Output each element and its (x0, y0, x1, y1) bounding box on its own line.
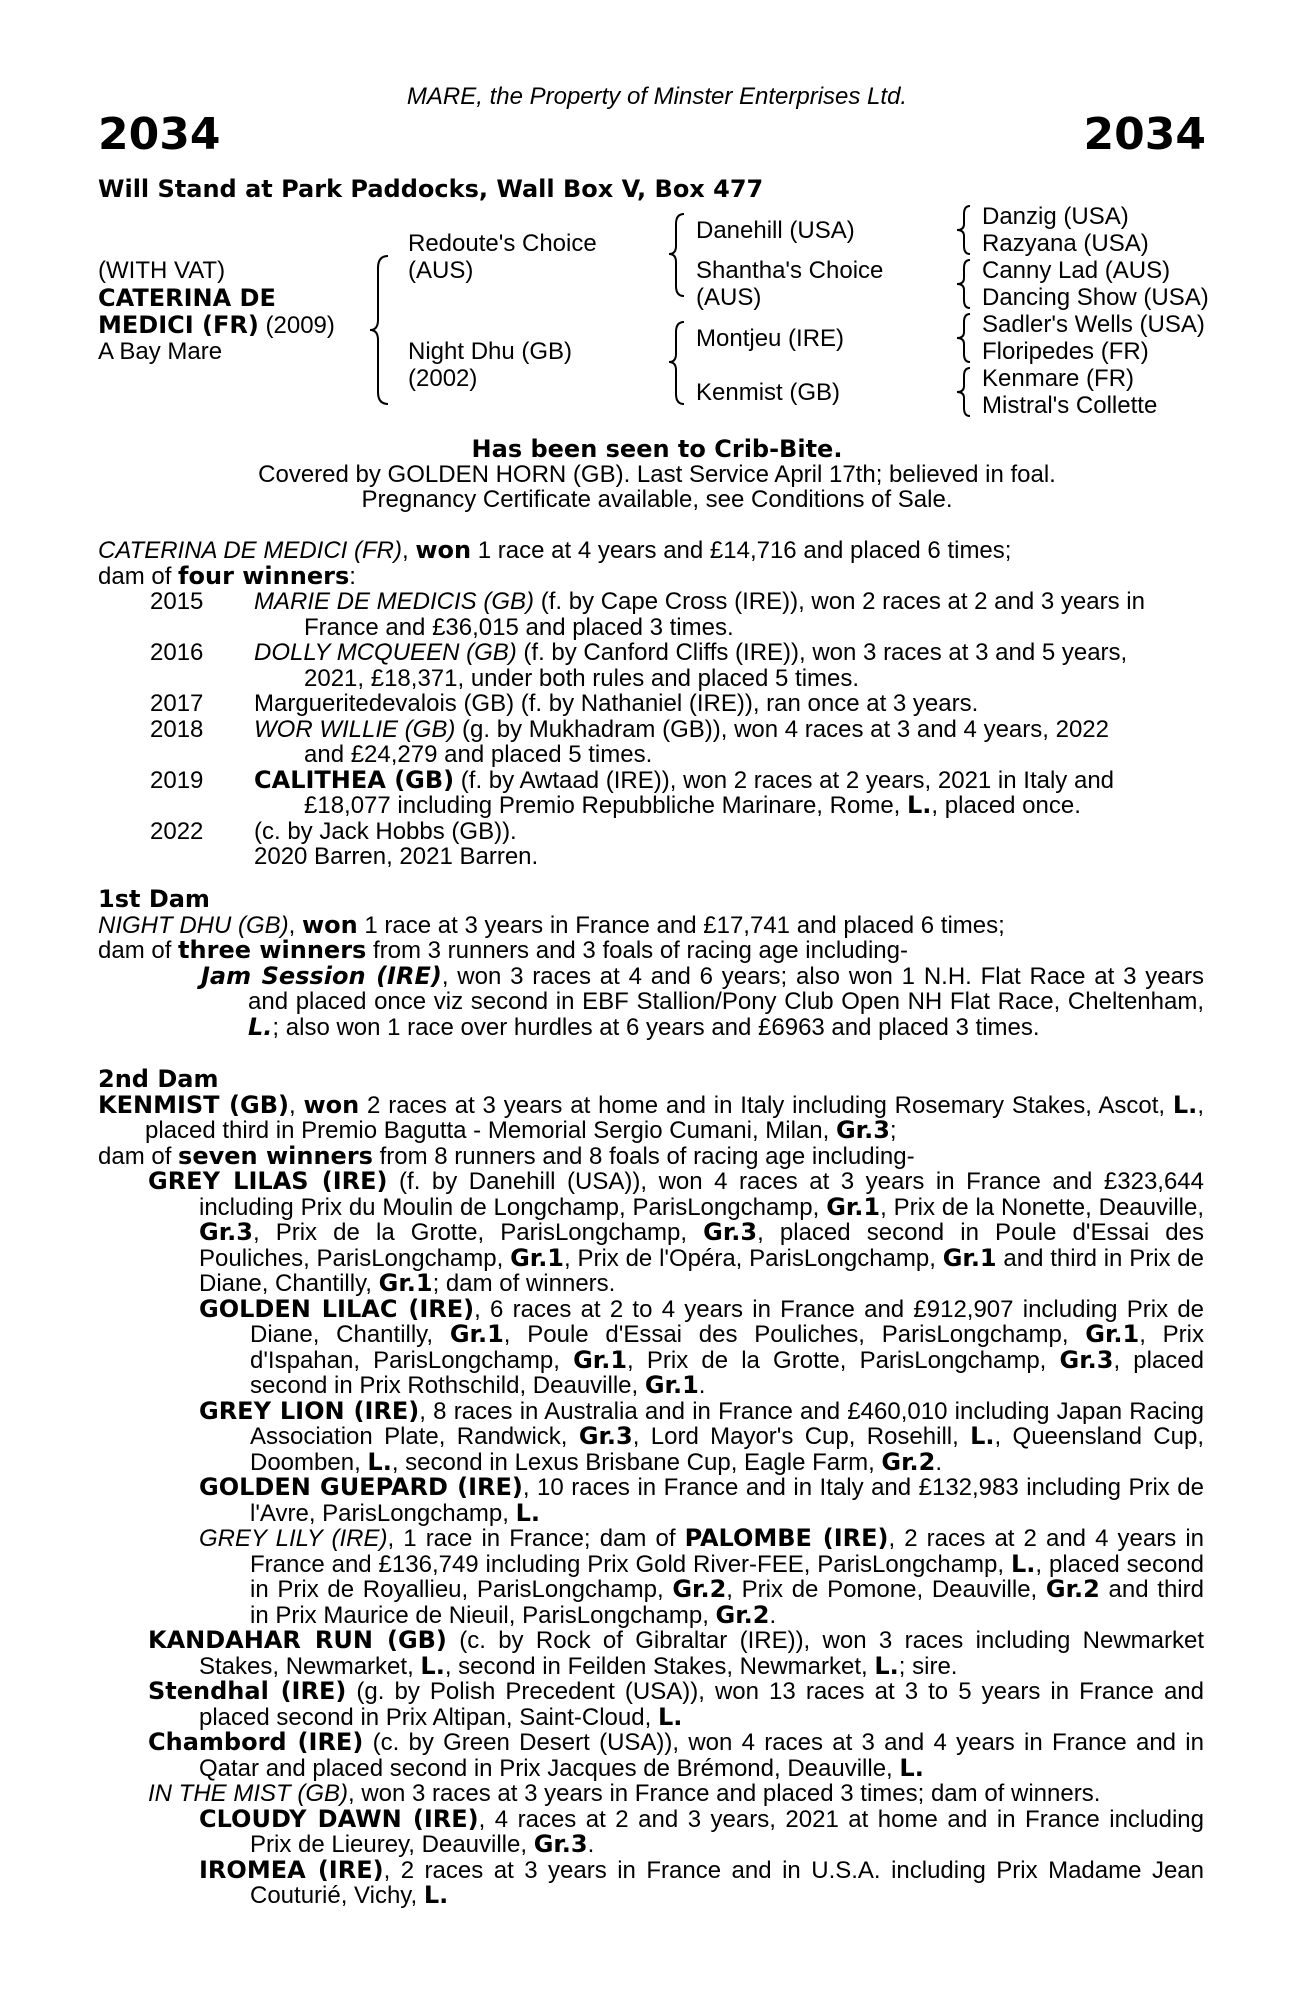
foal-row: 2017 Margueritedevalois (GB) (f. by Nathaniel (IRE)), ran once at 3 years. (150, 690, 979, 717)
brace-sire-side (666, 212, 690, 298)
produce-dam-of: dam of four winners: (98, 561, 356, 590)
pedigree-brace-main (366, 254, 396, 406)
dam-year: (2002) (408, 365, 478, 392)
first-dam-line1: NIGHT DHU (GB), won 1 race at 3 years in France and £17,741 and placed 6 times; (98, 910, 1005, 939)
second-dam-heading: 2nd Dam (98, 1065, 219, 1093)
gen4-dss: Sadler's Wells (USA) (982, 311, 1205, 338)
gen4-dds: Kenmare (FR) (982, 365, 1135, 392)
sire-dam-origin: (AUS) (696, 284, 762, 311)
second-dam-section (98, 1067, 1204, 1909)
gen4-ssd: Razyana (USA) (982, 230, 1149, 257)
chambord-entry: Chambord (IRE) (c. by Green Desert (USA)), won 4 races at 3 and 4 years in France and in Qatar and placed second in Prix Jacques de Brémond, Deauville, L. (148, 1728, 1204, 1782)
cloudy-dawn-entry: CLOUDY DAWN (IRE), 4 races at 2 and 3 years, 2021 at home and in France including Prix de Lieurey, Deauville, Gr.3. (199, 1804, 1204, 1858)
pregnancy-note: Pregnancy Certificate available, see Conditions of Sale. (361, 486, 953, 513)
covered-note: Covered by GOLDEN HORN (GB). Last Service April 17th; believed in foal. (258, 461, 1056, 488)
grey-lilas-entry: GREY LILAS (IRE) (f. by Danehill (USA)), won 4 races at 3 years in France and £323,644 including Prix du Moulin de Longchamp, ParisLongchamp, Gr.1, Prix de la Nonette, Deauville, Gr.3, Prix de la Grotte, ParisLongchamp, Gr.3, placed second in Poule d'Essai des Pouliches, ParisLongchamp, Gr.1, Prix de l'Opéra, ParisLongchamp, Gr.1 and third in Prix de Diane, Chantilly, Gr.1; dam of winners. (148, 1167, 1205, 1297)
first-dam-section (98, 887, 1204, 1040)
gen4-sdd: Dancing Show (USA) (982, 284, 1209, 311)
first-dam-heading: 1st Dam (98, 885, 210, 913)
stand-line: Will Stand at Park Paddocks, Wall Box V, Box 477 (98, 175, 764, 203)
iromea-entry: IROMEA (IRE), 2 races at 3 years in France and in U.S.A. including Prix Madame Jean Couturié, Vichy, L. (199, 1855, 1204, 1909)
dam-sire: Montjeu (IRE) (696, 325, 845, 352)
grey-lion-entry: GREY LION (IRE), 8 races in Australia and in France and £460,010 including Japan Racing Association Plate, Randwick, Gr.3, Lord Mayor's Cup, Rosehill, L., Queensland Cup, Doomben, L., second in Lexus Brisbane Cup, Eagle Farm, Gr.2. (199, 1396, 1204, 1476)
gen4-ddd: Mistral's Collette (982, 392, 1158, 419)
brace-gen4-1 (954, 204, 976, 256)
property-line: MARE, the Property of Minster Enterprises Ltd. (406, 83, 908, 110)
kandahar-run-entry: KANDAHAR RUN (GB) (c. by Rock of Gibraltar (IRE)), won 3 races including Newmarket Stakes, Newmarket, L., second in Feilden Stakes, Newmarket, L.; sire. (148, 1626, 1204, 1680)
gen4-sds: Canny Lad (AUS) (982, 257, 1171, 284)
in-the-mist-entry: IN THE MIST (GB), won 3 races at 3 years in France and placed 3 times; dam of winners. (148, 1780, 1101, 1807)
first-dam-line2: dam of three winners from 3 runners and 3 foals of racing age including- (98, 936, 908, 964)
kenmist-entry: KENMIST (GB), won 2 races at 3 years at home and in Italy including Rosemary Stakes, Ascot, L., placed third in Premio Bagutta - Memorial Sergio Cumani, Milan, Gr.3; (98, 1090, 1204, 1144)
foal-row: 2022 (c. by Jack Hobbs (GB)). (150, 817, 517, 845)
brace-dam-side (666, 320, 690, 406)
vat-note: (WITH VAT) (98, 257, 226, 284)
sire-name: Redoute's Choice (408, 230, 597, 257)
brace-gen4-2 (954, 258, 976, 310)
dam-name: Night Dhu (GB) (408, 338, 573, 365)
barren-row: 2020 Barren, 2021 Barren. (254, 843, 539, 870)
horse-description: A Bay Mare (98, 338, 223, 365)
horse-name-line2: MEDICI (FR) (2009) (98, 311, 335, 339)
golden-guepard-entry: GOLDEN GUEPARD (IRE), 10 races in France and in Italy and £132,983 including Prix de l'Avre, ParisLongchamp, L. (199, 1473, 1204, 1527)
foal-row: 2018 WOR WILLIE (GB) (g. by Mukhadram (GB)), won 4 races at 3 and 4 years, 2022 and £24,279 and placed 5 times. (150, 715, 1109, 768)
grey-lily-entry: GREY LILY (IRE), 1 race in France; dam of PALOMBE (IRE), 2 races at 2 and 4 years in France and £136,749 including Prix Gold River-FEE, ParisLongchamp, L., placed second in Prix de Royallieu, ParisLongchamp, Gr.2, Prix de Pomone, Deauville, Gr.2 and third in Prix Maurice de Nieuil, ParisLongchamp, Gr.2. (199, 1524, 1205, 1629)
stendhal-entry: Stendhal (IRE) (g. by Polish Precedent (USA)), won 13 races at 3 to 5 years in France and placed second in Prix Altipan, Saint-Cloud, L. (148, 1677, 1204, 1731)
gen4-sss: Danzig (USA) (982, 203, 1129, 230)
brace-gen4-4 (954, 366, 976, 418)
lot-number-left: 2034 (98, 109, 221, 160)
foal-row: 2019 CALITHEA (GB) (f. by Awtaad (IRE)), won 2 races at 2 years, 2021 in Italy and £18,077 including Premio Repubbliche Marinare, Rome, L., placed once. (150, 765, 1115, 819)
sire-dam-name: Shantha's Choice (696, 257, 884, 284)
produce-intro: CATERINA DE MEDICI (FR), won 1 race at 4 years and £14,716 and placed 6 times; (98, 536, 1012, 564)
jam-session-entry: Jam Session (IRE), won 3 races at 4 and 6 years; also won 1 N.H. Flat Race at 3 years and placed once viz second in EBF Stallion/Pony Club Open NH Flat Race, Cheltenham, L.; also won 1 race over hurdles at 6 years and £6963 and placed 3 times. (201, 961, 1204, 1041)
second-dam-of: dam of seven winners from 8 runners and 8 foals of racing age including- (98, 1141, 915, 1170)
foal-row: 2015 MARIE DE MEDICIS (GB) (f. by Cape Cross (IRE)), won 2 races at 2 and 3 years in France and £36,015 and placed 3 times. (150, 588, 1145, 641)
brace-gen4-3 (954, 312, 976, 364)
lot-number-right: 2034 (1083, 109, 1206, 160)
foal-row: 2016 DOLLY MCQUEEN (GB) (f. by Canford Cliffs (IRE)), won 3 races at 3 and 5 years, 2021, £18,371, under both rules and placed 5 times. (150, 639, 1128, 692)
crib-bite-note: Has been seen to Crib-Bite. (471, 435, 843, 463)
golden-lilac-entry: GOLDEN LILAC (IRE), 6 races at 2 to 4 years in France and £912,907 including Prix de Diane, Chantilly, Gr.1, Poule d'Essai des Pouliches, ParisLongchamp, Gr.1, Prix d'Ispahan, ParisLongchamp, Gr.1, Prix de la Grotte, ParisLongchamp, Gr.3, placed second in Prix Rothschild, Deauville, Gr.1. (199, 1294, 1205, 1399)
sire-origin: (AUS) (408, 257, 474, 284)
sire-sire: Danehill (USA) (696, 217, 855, 244)
gen4-dsd: Floripedes (FR) (982, 338, 1149, 365)
dam-dam: Kenmist (GB) (696, 379, 841, 406)
produce-record (98, 538, 1204, 870)
horse-name-line1: CATERINA DE (98, 284, 276, 312)
